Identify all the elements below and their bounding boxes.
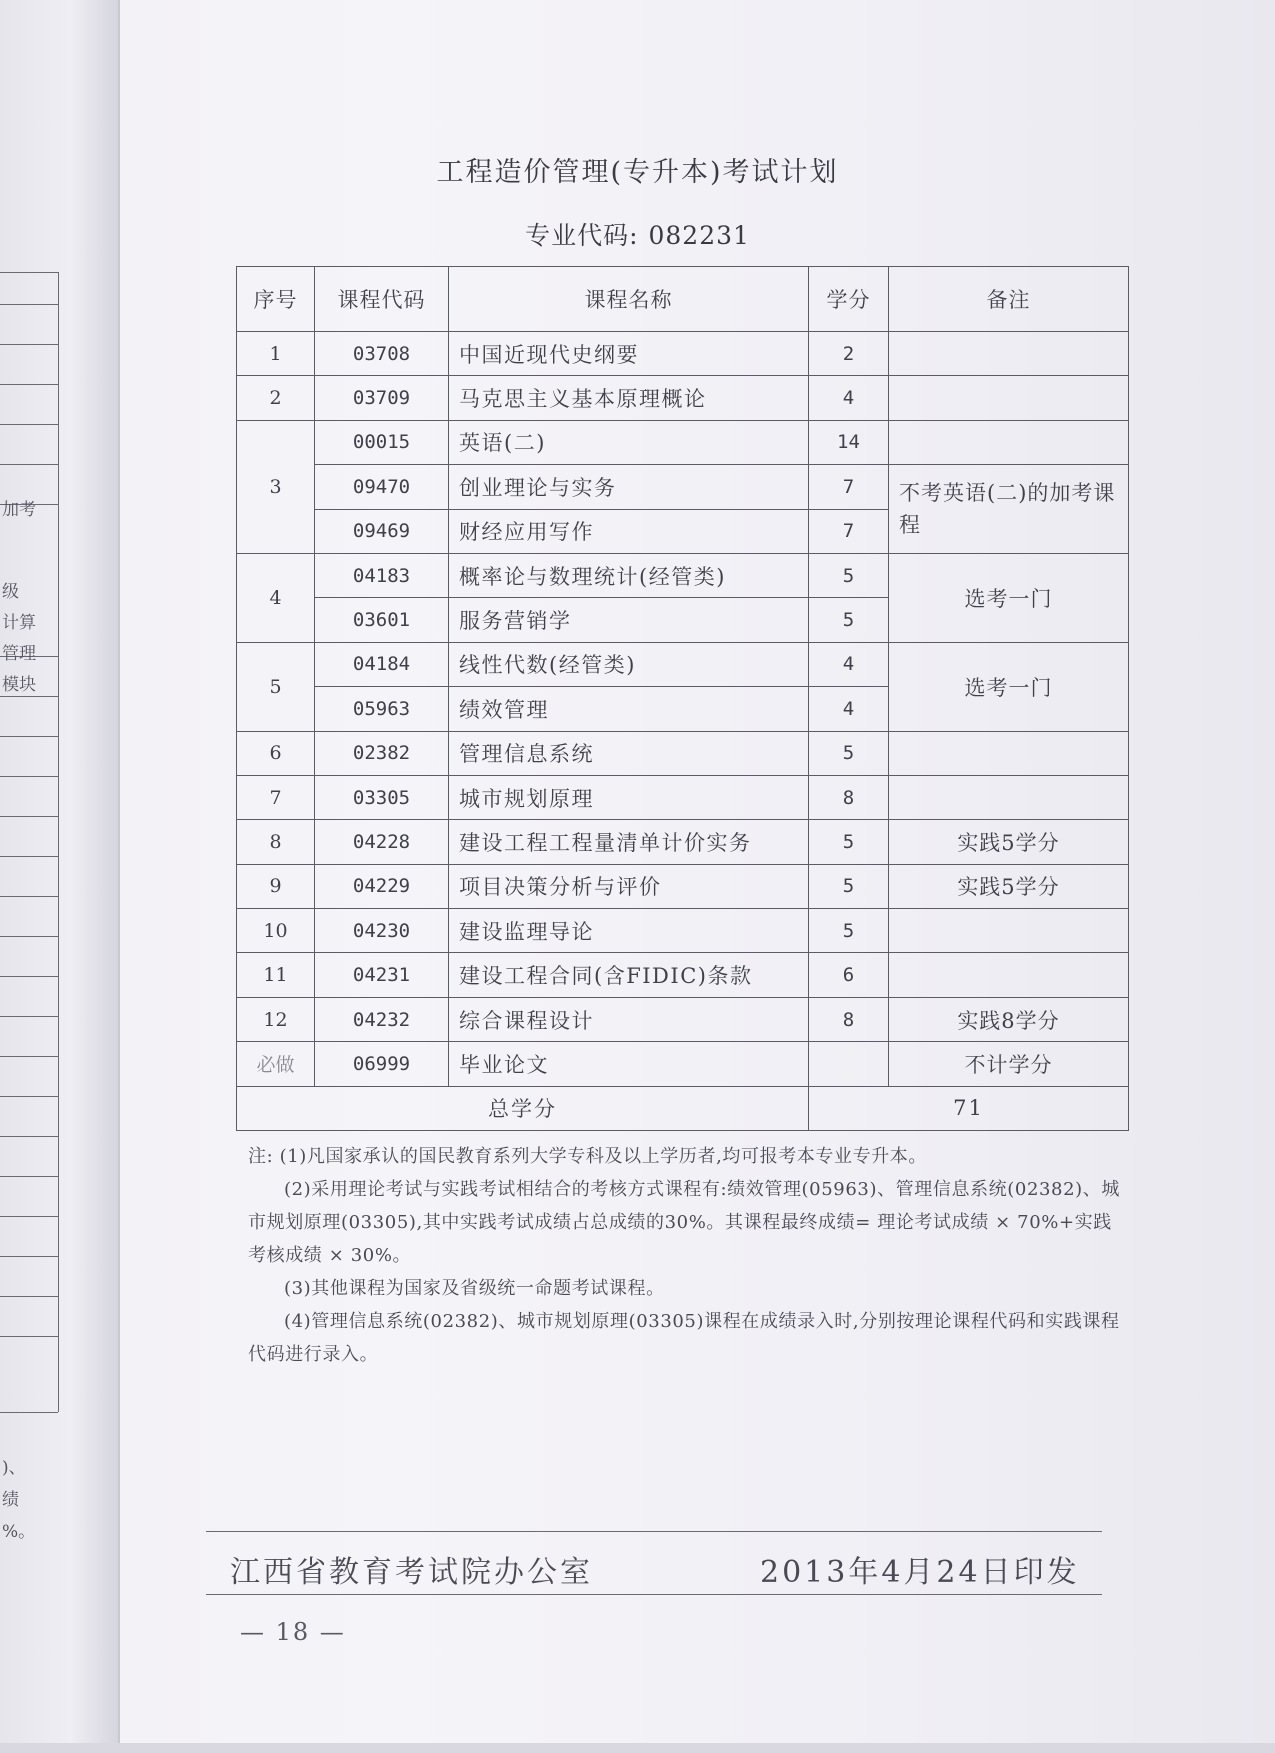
row-note bbox=[889, 775, 1129, 819]
row-course-code: 05963 bbox=[315, 687, 449, 731]
row-course-name: 中国近现代史纲要 bbox=[449, 332, 809, 376]
table-line bbox=[0, 736, 58, 737]
table-row bbox=[237, 465, 1129, 509]
row-course-name: 马克思主义基本原理概论 bbox=[449, 376, 809, 420]
table-line bbox=[0, 272, 58, 273]
row-course-name: 建设监理导论 bbox=[449, 909, 809, 953]
row-course-code: 03708 bbox=[315, 332, 449, 376]
table-line bbox=[0, 1256, 58, 1257]
row-course-name: 概率论与数理统计(经管类) bbox=[449, 553, 809, 597]
table-row bbox=[237, 820, 1129, 864]
note-item: 注: (1)凡国家承认的国民教育系列大学专科及以上学历者,均可报考本专业专升本。 bbox=[248, 1146, 928, 1167]
scan-bottom-edge bbox=[0, 1743, 1275, 1753]
row-note: 选考一门 bbox=[889, 553, 1129, 642]
row-seq: 7 bbox=[237, 775, 315, 819]
table-line bbox=[0, 856, 58, 857]
row-course-name: 综合课程设计 bbox=[449, 997, 809, 1041]
row-course-name: 英语(二) bbox=[449, 420, 809, 464]
edge-text: 加考 bbox=[2, 500, 36, 520]
table-row bbox=[237, 553, 1129, 597]
row-course-name: 创业理论与实务 bbox=[449, 465, 809, 509]
table-line bbox=[0, 1096, 58, 1097]
table-line bbox=[0, 1056, 58, 1057]
row-course-name: 项目决策分析与评价 bbox=[449, 864, 809, 908]
table-line bbox=[0, 1176, 58, 1177]
table-line bbox=[0, 344, 58, 345]
row-credits: 5 bbox=[809, 553, 889, 597]
row-credits: 5 bbox=[809, 731, 889, 775]
row-credits: 4 bbox=[809, 376, 889, 420]
row-note: 实践5学分 bbox=[889, 820, 1129, 864]
edge-text: %。 bbox=[2, 1522, 36, 1542]
row-note: 不考英语(二)的加考课程 bbox=[889, 465, 1129, 554]
table-row bbox=[237, 420, 1129, 464]
row-course-code: 00015 bbox=[315, 420, 449, 464]
table-row bbox=[237, 731, 1129, 775]
table-row bbox=[237, 376, 1129, 420]
row-course-code: 04183 bbox=[315, 553, 449, 597]
footer-divider bbox=[206, 1531, 1102, 1532]
row-course-name: 服务营销学 bbox=[449, 598, 809, 642]
row-course-code: 04228 bbox=[315, 820, 449, 864]
row-seq: 5 bbox=[237, 642, 315, 731]
row-course-code: 03305 bbox=[315, 775, 449, 819]
row-credits: 14 bbox=[809, 420, 889, 464]
row-seq: 8 bbox=[237, 820, 315, 864]
table-line bbox=[0, 936, 58, 937]
row-seq: 4 bbox=[237, 553, 315, 642]
header-credits: 学分 bbox=[809, 267, 889, 332]
row-credits: 8 bbox=[809, 775, 889, 819]
table-line bbox=[0, 1016, 58, 1017]
row-note bbox=[889, 376, 1129, 420]
header-course-code: 课程代码 bbox=[315, 267, 449, 332]
table-line bbox=[0, 1136, 58, 1137]
table-line bbox=[0, 776, 58, 777]
note-item: (3)其他课程为国家及省级统一命题考试课程。 bbox=[284, 1278, 665, 1299]
table-header-row bbox=[237, 267, 1129, 332]
row-course-code: 03601 bbox=[315, 598, 449, 642]
table-line bbox=[0, 816, 58, 817]
row-seq: 12 bbox=[237, 997, 315, 1041]
table-line bbox=[0, 304, 58, 305]
previous-page-edge bbox=[0, 0, 120, 1753]
row-credits: 5 bbox=[809, 598, 889, 642]
table-line bbox=[0, 1336, 58, 1337]
row-seq: 10 bbox=[237, 909, 315, 953]
edge-text: 计算 bbox=[2, 613, 36, 633]
page-number: — 18 — bbox=[240, 1618, 346, 1646]
table-row bbox=[237, 953, 1129, 997]
row-seq: 6 bbox=[237, 731, 315, 775]
table-total-row bbox=[237, 1086, 1129, 1130]
major-code-line bbox=[0, 216, 1275, 252]
major-code-value: 082231 bbox=[648, 221, 750, 250]
row-credits: 5 bbox=[809, 820, 889, 864]
row-credits: 4 bbox=[809, 687, 889, 731]
exam-plan-table bbox=[236, 266, 1129, 1131]
row-note: 不计学分 bbox=[889, 1042, 1129, 1086]
row-course-code: 09470 bbox=[315, 465, 449, 509]
row-seq: 3 bbox=[237, 420, 315, 553]
row-credits: 2 bbox=[809, 332, 889, 376]
row-seq: 2 bbox=[237, 376, 315, 420]
row-seq: 9 bbox=[237, 864, 315, 908]
row-seq: 1 bbox=[237, 332, 315, 376]
row-credits: 7 bbox=[809, 509, 889, 553]
edge-text: 绩 bbox=[2, 1490, 19, 1510]
table-line bbox=[0, 424, 58, 425]
row-course-code: 04232 bbox=[315, 997, 449, 1041]
table-line bbox=[0, 384, 58, 385]
table-row bbox=[237, 864, 1129, 908]
row-course-name: 建设工程合同(含FIDIC)条款 bbox=[449, 953, 809, 997]
notes-section bbox=[248, 1140, 1128, 1371]
row-course-name: 财经应用写作 bbox=[449, 509, 809, 553]
table-line bbox=[0, 1216, 58, 1217]
row-credits: 5 bbox=[809, 909, 889, 953]
table-line bbox=[0, 896, 58, 897]
row-credits: 5 bbox=[809, 864, 889, 908]
row-credits: 7 bbox=[809, 465, 889, 509]
row-course-code: 02382 bbox=[315, 731, 449, 775]
row-course-code: 04184 bbox=[315, 642, 449, 686]
row-note bbox=[889, 731, 1129, 775]
header-notes: 备注 bbox=[889, 267, 1129, 332]
footer-divider bbox=[206, 1594, 1102, 1595]
table-row bbox=[237, 1042, 1129, 1086]
row-credits: 6 bbox=[809, 953, 889, 997]
row-course-code: 03709 bbox=[315, 376, 449, 420]
page-title: 工程造价管理(专升本)考试计划 bbox=[436, 157, 839, 188]
table-line bbox=[0, 464, 58, 465]
row-course-code: 06999 bbox=[315, 1042, 449, 1086]
row-course-code: 04229 bbox=[315, 864, 449, 908]
row-seq: 11 bbox=[237, 953, 315, 997]
row-note: 实践5学分 bbox=[889, 864, 1129, 908]
header-course-name: 课程名称 bbox=[449, 267, 809, 332]
row-note bbox=[889, 909, 1129, 953]
table-line bbox=[0, 1296, 58, 1297]
row-note: 实践8学分 bbox=[889, 997, 1129, 1041]
row-course-code: 04230 bbox=[315, 909, 449, 953]
row-course-name: 管理信息系统 bbox=[449, 731, 809, 775]
edge-text: 管理 bbox=[2, 644, 36, 664]
table-row bbox=[237, 997, 1129, 1041]
row-course-code: 09469 bbox=[315, 509, 449, 553]
table-row bbox=[237, 642, 1129, 686]
row-course-name: 绩效管理 bbox=[449, 687, 809, 731]
row-seq: 必做 bbox=[237, 1042, 315, 1086]
note-item: (4)管理信息系统(02382)、城市规划原理(03305)课程在成绩录入时,分别按理论课程代码和实践课程代码进行录入。 bbox=[248, 1311, 1120, 1365]
major-code-label: 专业代码: bbox=[525, 221, 639, 250]
row-course-name: 线性代数(经管类) bbox=[449, 642, 809, 686]
table-row bbox=[237, 775, 1129, 819]
row-course-name: 毕业论文 bbox=[449, 1042, 809, 1086]
note-item: (2)采用理论考试与实践考试相结合的考核方式课程有:绩效管理(05963)、管理信息系统(02382)、城市规划原理(03305),其中实践考试成绩占总成绩的30%。其课程最终成绩= 理论考试成绩 × 70%+实践考核成绩 × 30%。 bbox=[248, 1179, 1120, 1266]
total-credits-label: 总学分 bbox=[237, 1086, 809, 1130]
table-line bbox=[0, 1412, 58, 1413]
row-credits bbox=[809, 1042, 889, 1086]
edge-text: 模块 bbox=[2, 675, 36, 695]
table-line bbox=[0, 976, 58, 977]
row-note bbox=[889, 332, 1129, 376]
table-row bbox=[237, 909, 1129, 953]
row-course-code: 04231 bbox=[315, 953, 449, 997]
row-course-name: 城市规划原理 bbox=[449, 775, 809, 819]
row-note: 选考一门 bbox=[889, 642, 1129, 731]
table-row bbox=[237, 332, 1129, 376]
table-line bbox=[0, 696, 58, 697]
row-note bbox=[889, 420, 1129, 464]
edge-text: 级 bbox=[2, 582, 19, 602]
total-credits-value: 71 bbox=[809, 1086, 1129, 1130]
issuing-office: 江西省教育考试院办公室 bbox=[230, 1555, 593, 1590]
issue-date: 2013年4月24日印发 bbox=[760, 1555, 1080, 1590]
previous-page-table-fragment bbox=[0, 272, 59, 1412]
header-seq: 序号 bbox=[237, 267, 315, 332]
row-note bbox=[889, 953, 1129, 997]
edge-text: )、 bbox=[2, 1458, 26, 1478]
row-credits: 4 bbox=[809, 642, 889, 686]
row-credits: 8 bbox=[809, 997, 889, 1041]
row-course-name: 建设工程工程量清单计价实务 bbox=[449, 820, 809, 864]
